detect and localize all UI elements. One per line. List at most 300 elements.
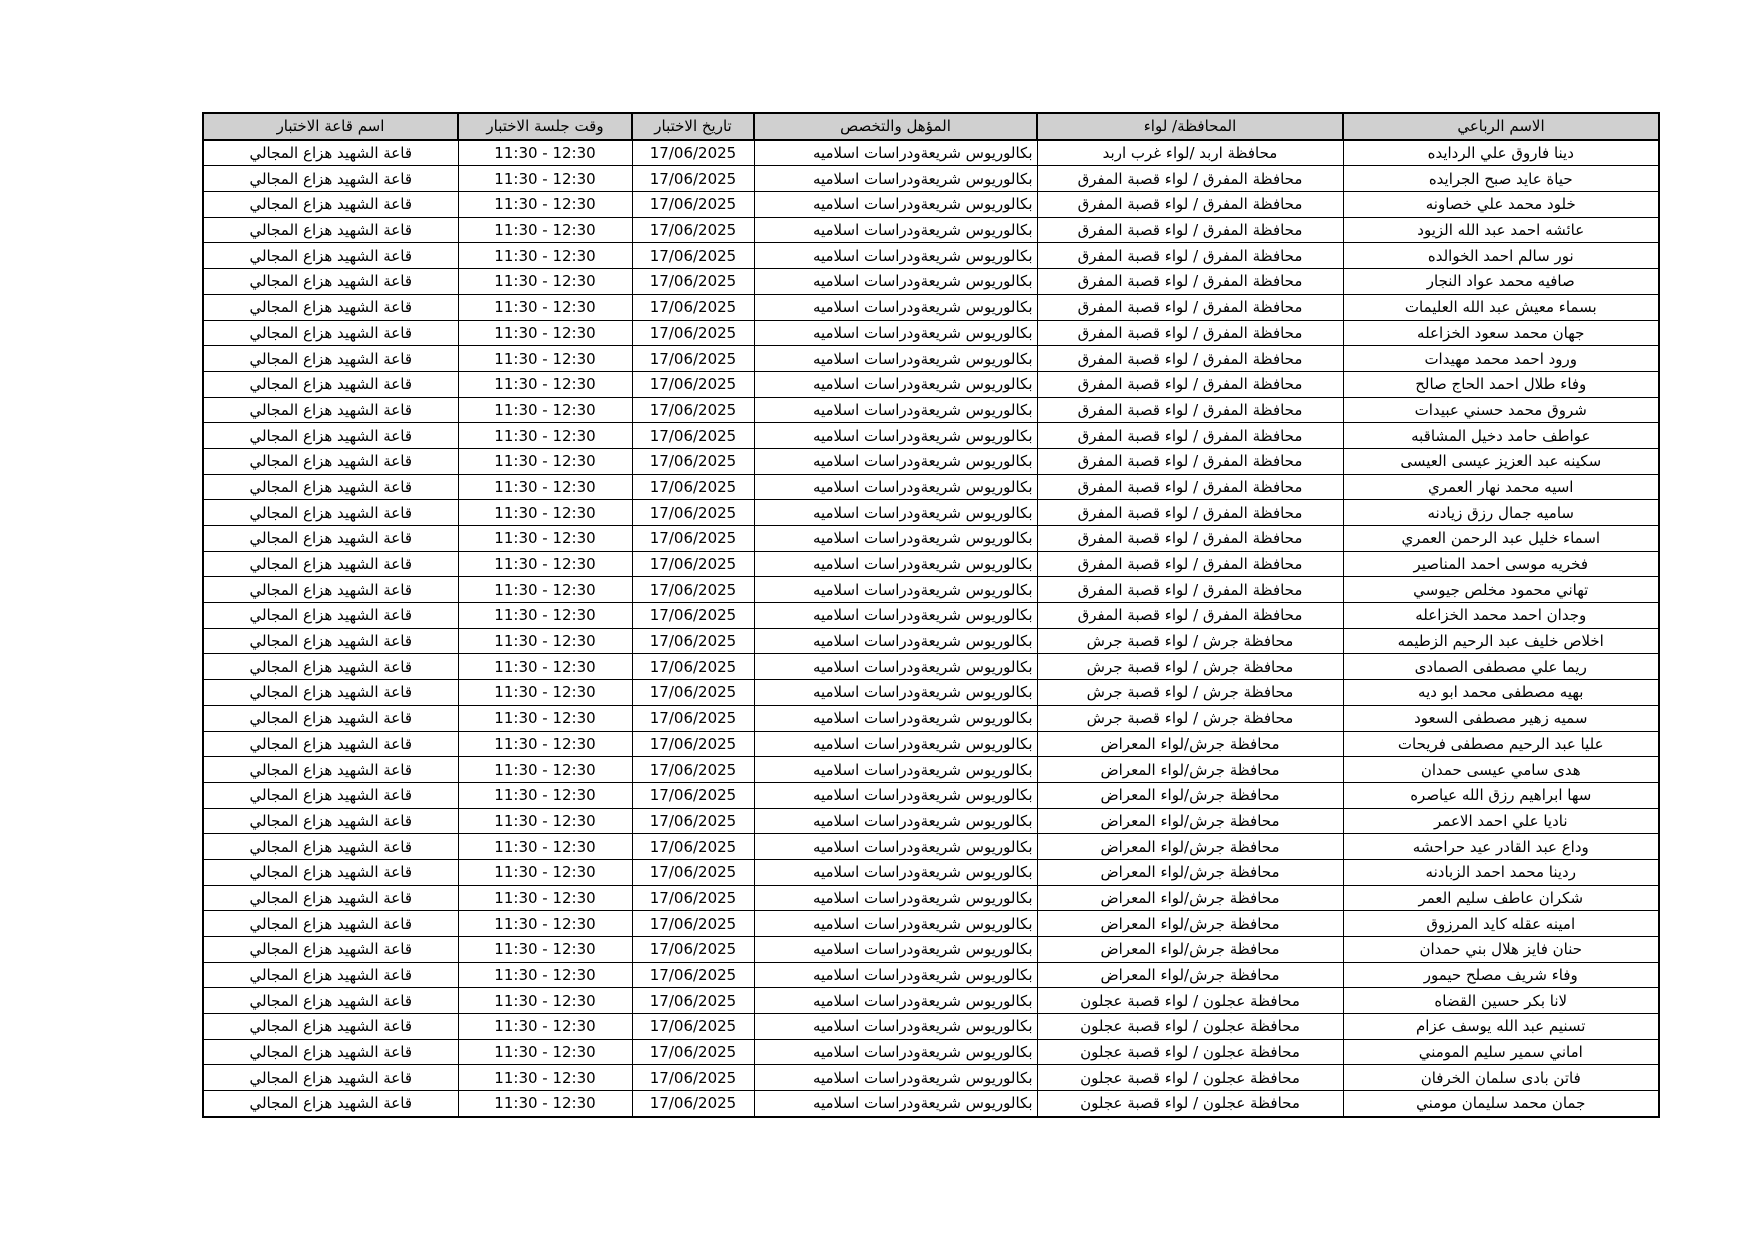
cell-governorate: محافظة المفرق / لواء قصبة المفرق (1037, 166, 1343, 192)
time-value: 11:30 - 12:30 (494, 863, 596, 882)
time-value: 11:30 - 12:30 (494, 606, 596, 625)
cell-qualification: بكالوريوس شريعةودراسات اسلاميه (754, 397, 1037, 423)
cell-name: اسيه محمد نهار العمري (1343, 474, 1659, 500)
cell-hall: قاعة الشهيد هزاع المجالي (203, 423, 458, 449)
cell-date: 17/06/2025 (632, 269, 754, 295)
time-value: 11:30 - 12:30 (494, 555, 596, 574)
cell-hall: قاعة الشهيد هزاع المجالي (203, 192, 458, 218)
time-value: 11:30 - 12:30 (494, 323, 596, 342)
cell-date: 17/06/2025 (632, 654, 754, 680)
table-row (203, 269, 1659, 295)
cell-name: خلود محمد علي خصاونه (1343, 192, 1659, 218)
time-value: 11:30 - 12:30 (494, 734, 596, 753)
table-row (203, 217, 1659, 243)
cell-name: جهان محمد سعود الخزاعله (1343, 320, 1659, 346)
table-row (203, 1039, 1659, 1065)
cell-name: شروق محمد حسني عبيدات (1343, 397, 1659, 423)
cell-date: 17/06/2025 (632, 808, 754, 834)
cell-governorate: محافظة المفرق / لواء قصبة المفرق (1037, 269, 1343, 295)
cell-time (458, 294, 632, 320)
table-row (203, 628, 1659, 654)
cell-date: 17/06/2025 (632, 217, 754, 243)
time-value: 11:30 - 12:30 (494, 580, 596, 599)
cell-qualification: بكالوريوس شريعةودراسات اسلاميه (754, 911, 1037, 937)
table-row (203, 474, 1659, 500)
cell-hall: قاعة الشهيد هزاع المجالي (203, 654, 458, 680)
cell-hall: قاعة الشهيد هزاع المجالي (203, 551, 458, 577)
cell-governorate: محافظة جرش/لواء المعراض (1037, 911, 1343, 937)
cell-time (458, 269, 632, 295)
cell-time (458, 140, 632, 166)
cell-hall: قاعة الشهيد هزاع المجالي (203, 243, 458, 269)
cell-date: 17/06/2025 (632, 346, 754, 372)
time-value: 11:30 - 12:30 (494, 683, 596, 702)
time-value: 11:30 - 12:30 (494, 298, 596, 317)
time-value: 11:30 - 12:30 (494, 195, 596, 214)
cell-date: 17/06/2025 (632, 140, 754, 166)
cell-name: سكينه عبد العزيز عيسى العيسى (1343, 448, 1659, 474)
table-row (203, 526, 1659, 552)
cell-time (458, 1039, 632, 1065)
cell-governorate: محافظة المفرق / لواء قصبة المفرق (1037, 320, 1343, 346)
cell-time (458, 1014, 632, 1040)
cell-date: 17/06/2025 (632, 988, 754, 1014)
cell-qualification: بكالوريوس شريعةودراسات اسلاميه (754, 526, 1037, 552)
cell-name: جمان محمد سليمان مومني (1343, 1091, 1659, 1117)
cell-name: اخلاص خليف عبد الرحيم الزطيمه (1343, 628, 1659, 654)
cell-qualification: بكالوريوس شريعةودراسات اسلاميه (754, 885, 1037, 911)
cell-qualification: بكالوريوس شريعةودراسات اسلاميه (754, 474, 1037, 500)
cell-date: 17/06/2025 (632, 166, 754, 192)
cell-name: ريما علي مصطفى الصمادى (1343, 654, 1659, 680)
cell-governorate: محافظة جرش/لواء المعراض (1037, 885, 1343, 911)
time-value: 11:30 - 12:30 (494, 991, 596, 1010)
cell-date: 17/06/2025 (632, 500, 754, 526)
cell-name: ساميه جمال رزق زيادنه (1343, 500, 1659, 526)
cell-qualification: بكالوريوس شريعةودراسات اسلاميه (754, 654, 1037, 680)
cell-time (458, 885, 632, 911)
header-governorate: المحافظة/ لواء (1037, 113, 1343, 140)
cell-hall: قاعة الشهيد هزاع المجالي (203, 448, 458, 474)
table-row (203, 192, 1659, 218)
table-row (203, 423, 1659, 449)
cell-governorate: محافظة عجلون / لواء قصبة عجلون (1037, 1039, 1343, 1065)
cell-time (458, 834, 632, 860)
cell-qualification: بكالوريوس شريعةودراسات اسلاميه (754, 217, 1037, 243)
cell-qualification: بكالوريوس شريعةودراسات اسلاميه (754, 705, 1037, 731)
cell-hall: قاعة الشهيد هزاع المجالي (203, 474, 458, 500)
cell-name: شكران عاطف سليم العمر (1343, 885, 1659, 911)
cell-name: هدى سامي عيسى حمدان (1343, 757, 1659, 783)
time-value: 11:30 - 12:30 (494, 786, 596, 805)
time-value: 11:30 - 12:30 (494, 426, 596, 445)
cell-time (458, 859, 632, 885)
cell-name: عواطف حامد دخيل المشاقبه (1343, 423, 1659, 449)
cell-governorate: محافظة المفرق / لواء قصبة المفرق (1037, 603, 1343, 629)
cell-date: 17/06/2025 (632, 371, 754, 397)
cell-hall: قاعة الشهيد هزاع المجالي (203, 962, 458, 988)
cell-time (458, 808, 632, 834)
cell-date: 17/06/2025 (632, 397, 754, 423)
cell-qualification: بكالوريوس شريعةودراسات اسلاميه (754, 782, 1037, 808)
cell-time (458, 371, 632, 397)
cell-governorate: محافظة جرش/لواء المعراض (1037, 782, 1343, 808)
table-row (203, 166, 1659, 192)
cell-qualification: بكالوريوس شريعةودراسات اسلاميه (754, 346, 1037, 372)
cell-time (458, 603, 632, 629)
cell-governorate: محافظة المفرق / لواء قصبة المفرق (1037, 577, 1343, 603)
cell-time (458, 346, 632, 372)
cell-time (458, 243, 632, 269)
cell-date: 17/06/2025 (632, 423, 754, 449)
table-body (203, 140, 1659, 1117)
table-row (203, 911, 1659, 937)
cell-name: نور سالم احمد الخوالده (1343, 243, 1659, 269)
cell-date: 17/06/2025 (632, 1014, 754, 1040)
cell-hall: قاعة الشهيد هزاع المجالي (203, 603, 458, 629)
cell-governorate: محافظة جرش/لواء المعراض (1037, 937, 1343, 963)
cell-hall: قاعة الشهيد هزاع المجالي (203, 757, 458, 783)
cell-hall: قاعة الشهيد هزاع المجالي (203, 269, 458, 295)
time-value: 11:30 - 12:30 (494, 811, 596, 830)
cell-governorate: محافظة عجلون / لواء قصبة عجلون (1037, 1091, 1343, 1117)
time-value: 11:30 - 12:30 (494, 709, 596, 728)
time-value: 11:30 - 12:30 (494, 400, 596, 419)
cell-qualification: بكالوريوس شريعةودراسات اسلاميه (754, 243, 1037, 269)
cell-time (458, 1065, 632, 1091)
table-row (203, 500, 1659, 526)
cell-qualification: بكالوريوس شريعةودراسات اسلاميه (754, 1014, 1037, 1040)
time-value: 11:30 - 12:30 (494, 966, 596, 985)
cell-governorate: محافظة عجلون / لواء قصبة عجلون (1037, 988, 1343, 1014)
cell-date: 17/06/2025 (632, 474, 754, 500)
time-value: 11:30 - 12:30 (494, 375, 596, 394)
cell-governorate: محافظة المفرق / لواء قصبة المفرق (1037, 192, 1343, 218)
cell-hall: قاعة الشهيد هزاع المجالي (203, 808, 458, 834)
table-row (203, 577, 1659, 603)
cell-name: ورود احمد محمد مهيدات (1343, 346, 1659, 372)
table-row (203, 731, 1659, 757)
cell-name: اماني سمير سليم المومني (1343, 1039, 1659, 1065)
table-row (203, 1065, 1659, 1091)
cell-hall: قاعة الشهيد هزاع المجالي (203, 1014, 458, 1040)
cell-date: 17/06/2025 (632, 1039, 754, 1065)
cell-governorate: محافظة المفرق / لواء قصبة المفرق (1037, 371, 1343, 397)
time-value: 11:30 - 12:30 (494, 477, 596, 496)
cell-time (458, 474, 632, 500)
time-value: 11:30 - 12:30 (494, 349, 596, 368)
table-row (203, 834, 1659, 860)
cell-hall: قاعة الشهيد هزاع المجالي (203, 834, 458, 860)
cell-date: 17/06/2025 (632, 705, 754, 731)
cell-qualification: بكالوريوس شريعةودراسات اسلاميه (754, 834, 1037, 860)
cell-hall: قاعة الشهيد هزاع المجالي (203, 166, 458, 192)
cell-hall: قاعة الشهيد هزاع المجالي (203, 705, 458, 731)
cell-governorate: محافظة المفرق / لواء قصبة المفرق (1037, 397, 1343, 423)
cell-qualification: بكالوريوس شريعةودراسات اسلاميه (754, 140, 1037, 166)
cell-time (458, 423, 632, 449)
cell-qualification: بكالوريوس شريعةودراسات اسلاميه (754, 757, 1037, 783)
cell-time (458, 448, 632, 474)
table-row (203, 448, 1659, 474)
header-hall: اسم قاعة الاختبار (203, 113, 458, 140)
cell-hall: قاعة الشهيد هزاع المجالي (203, 526, 458, 552)
table-row (203, 885, 1659, 911)
cell-governorate: محافظة المفرق / لواء قصبة المفرق (1037, 526, 1343, 552)
cell-hall: قاعة الشهيد هزاع المجالي (203, 859, 458, 885)
cell-governorate: محافظة جرش/لواء المعراض (1037, 859, 1343, 885)
cell-time (458, 937, 632, 963)
cell-date: 17/06/2025 (632, 962, 754, 988)
cell-time (458, 551, 632, 577)
cell-hall: قاعة الشهيد هزاع المجالي (203, 937, 458, 963)
cell-qualification: بكالوريوس شريعةودراسات اسلاميه (754, 371, 1037, 397)
cell-date: 17/06/2025 (632, 1065, 754, 1091)
cell-time (458, 988, 632, 1014)
cell-governorate: محافظة المفرق / لواء قصبة المفرق (1037, 448, 1343, 474)
cell-hall: قاعة الشهيد هزاع المجالي (203, 782, 458, 808)
cell-governorate: محافظة اربد /لواء غرب اربد (1037, 140, 1343, 166)
cell-date: 17/06/2025 (632, 782, 754, 808)
cell-name: تهاني محمود مخلص جيوسي (1343, 577, 1659, 603)
cell-qualification: بكالوريوس شريعةودراسات اسلاميه (754, 680, 1037, 706)
cell-name: صافيه محمد عواد النجار (1343, 269, 1659, 295)
cell-date: 17/06/2025 (632, 526, 754, 552)
cell-hall: قاعة الشهيد هزاع المجالي (203, 500, 458, 526)
cell-qualification: بكالوريوس شريعةودراسات اسلاميه (754, 1039, 1037, 1065)
cell-qualification: بكالوريوس شريعةودراسات اسلاميه (754, 988, 1037, 1014)
table-row (203, 551, 1659, 577)
cell-name: سميه زهير مصطفى السعود (1343, 705, 1659, 731)
cell-time (458, 577, 632, 603)
cell-governorate: محافظة جرش/لواء المعراض (1037, 962, 1343, 988)
cell-governorate: محافظة جرش/لواء المعراض (1037, 731, 1343, 757)
time-value: 11:30 - 12:30 (494, 1094, 596, 1113)
cell-date: 17/06/2025 (632, 885, 754, 911)
cell-governorate: محافظة المفرق / لواء قصبة المفرق (1037, 294, 1343, 320)
table-row (203, 1091, 1659, 1117)
cell-time (458, 680, 632, 706)
cell-hall: قاعة الشهيد هزاع المجالي (203, 140, 458, 166)
time-value: 11:30 - 12:30 (494, 1068, 596, 1087)
cell-qualification: بكالوريوس شريعةودراسات اسلاميه (754, 166, 1037, 192)
cell-name: وفاء شريف مصلح حيمور (1343, 962, 1659, 988)
cell-name: سها ابراهيم رزق الله عياصره (1343, 782, 1659, 808)
cell-date: 17/06/2025 (632, 603, 754, 629)
time-value: 11:30 - 12:30 (494, 272, 596, 291)
cell-governorate: محافظة جرش/لواء المعراض (1037, 757, 1343, 783)
table-row (203, 782, 1659, 808)
cell-qualification: بكالوريوس شريعةودراسات اسلاميه (754, 551, 1037, 577)
cell-qualification: بكالوريوس شريعةودراسات اسلاميه (754, 962, 1037, 988)
cell-name: دينا فاروق علي الردايده (1343, 140, 1659, 166)
cell-governorate: محافظة المفرق / لواء قصبة المفرق (1037, 551, 1343, 577)
cell-time (458, 705, 632, 731)
cell-governorate: محافظة جرش / لواء قصبة جرش (1037, 680, 1343, 706)
cell-hall: قاعة الشهيد هزاع المجالي (203, 217, 458, 243)
table-row (203, 603, 1659, 629)
cell-governorate: محافظة المفرق / لواء قصبة المفرق (1037, 243, 1343, 269)
cell-governorate: محافظة جرش/لواء المعراض (1037, 834, 1343, 860)
time-value: 11:30 - 12:30 (494, 1017, 596, 1036)
header-qualification: المؤهل والتخصص (754, 113, 1037, 140)
cell-date: 17/06/2025 (632, 859, 754, 885)
time-value: 11:30 - 12:30 (494, 144, 596, 163)
cell-name: عليا عبد الرحيم مصطفى فريحات (1343, 731, 1659, 757)
table-row (203, 705, 1659, 731)
cell-qualification: بكالوريوس شريعةودراسات اسلاميه (754, 1065, 1037, 1091)
time-value: 11:30 - 12:30 (494, 246, 596, 265)
table-row (203, 654, 1659, 680)
cell-name: وفاء طلال احمد الحاج صالح (1343, 371, 1659, 397)
cell-qualification: بكالوريوس شريعةودراسات اسلاميه (754, 808, 1037, 834)
time-value: 11:30 - 12:30 (494, 452, 596, 471)
cell-hall: قاعة الشهيد هزاع المجالي (203, 397, 458, 423)
cell-time (458, 1091, 632, 1117)
cell-time (458, 320, 632, 346)
table-row (203, 346, 1659, 372)
cell-hall: قاعة الشهيد هزاع المجالي (203, 1065, 458, 1091)
table-row (203, 397, 1659, 423)
cell-qualification: بكالوريوس شريعةودراسات اسلاميه (754, 294, 1037, 320)
time-value: 11:30 - 12:30 (494, 888, 596, 907)
cell-name: وداع عبد القادر عيد حراحشه (1343, 834, 1659, 860)
cell-name: وجدان احمد محمد الخزاعله (1343, 603, 1659, 629)
table-row (203, 859, 1659, 885)
cell-name: ردينا محمد احمد الزبادنه (1343, 859, 1659, 885)
cell-name: بهيه مصطفى محمد ابو ديه (1343, 680, 1659, 706)
cell-name: حنان فايز هلال بني حمدان (1343, 937, 1659, 963)
time-value: 11:30 - 12:30 (494, 221, 596, 240)
cell-qualification: بكالوريوس شريعةودراسات اسلاميه (754, 269, 1037, 295)
cell-name: فخريه موسى احمد المناصير (1343, 551, 1659, 577)
cell-hall: قاعة الشهيد هزاع المجالي (203, 346, 458, 372)
header-name: الاسم الرباعي (1343, 113, 1659, 140)
time-value: 11:30 - 12:30 (494, 169, 596, 188)
table-row (203, 371, 1659, 397)
cell-name: ناديا علي احمد الاعمر (1343, 808, 1659, 834)
cell-governorate: محافظة المفرق / لواء قصبة المفرق (1037, 423, 1343, 449)
cell-qualification: بكالوريوس شريعةودراسات اسلاميه (754, 603, 1037, 629)
cell-hall: قاعة الشهيد هزاع المجالي (203, 1039, 458, 1065)
cell-hall: قاعة الشهيد هزاع المجالي (203, 988, 458, 1014)
cell-hall: قاعة الشهيد هزاع المجالي (203, 320, 458, 346)
cell-date: 17/06/2025 (632, 320, 754, 346)
cell-date: 17/06/2025 (632, 937, 754, 963)
time-value: 11:30 - 12:30 (494, 837, 596, 856)
cell-name: لانا بكر حسين القضاه (1343, 988, 1659, 1014)
cell-governorate: محافظة عجلون / لواء قصبة عجلون (1037, 1065, 1343, 1091)
table-row (203, 808, 1659, 834)
cell-governorate: محافظة عجلون / لواء قصبة عجلون (1037, 1014, 1343, 1040)
cell-time (458, 962, 632, 988)
cell-hall: قاعة الشهيد هزاع المجالي (203, 628, 458, 654)
cell-time (458, 526, 632, 552)
cell-qualification: بكالوريوس شريعةودراسات اسلاميه (754, 731, 1037, 757)
cell-qualification: بكالوريوس شريعةودراسات اسلاميه (754, 577, 1037, 603)
cell-qualification: بكالوريوس شريعةودراسات اسلاميه (754, 423, 1037, 449)
cell-governorate: محافظة جرش / لواء قصبة جرش (1037, 705, 1343, 731)
cell-date: 17/06/2025 (632, 448, 754, 474)
header-time: وقت جلسة الاختبار (458, 113, 632, 140)
cell-time (458, 782, 632, 808)
cell-time (458, 166, 632, 192)
cell-time (458, 654, 632, 680)
cell-time (458, 628, 632, 654)
cell-date: 17/06/2025 (632, 192, 754, 218)
cell-qualification: بكالوريوس شريعةودراسات اسلاميه (754, 628, 1037, 654)
time-value: 11:30 - 12:30 (494, 914, 596, 933)
cell-governorate: محافظة المفرق / لواء قصبة المفرق (1037, 346, 1343, 372)
cell-governorate: محافظة جرش / لواء قصبة جرش (1037, 654, 1343, 680)
cell-date: 17/06/2025 (632, 680, 754, 706)
cell-date: 17/06/2025 (632, 577, 754, 603)
cell-governorate: محافظة جرش / لواء قصبة جرش (1037, 628, 1343, 654)
cell-date: 17/06/2025 (632, 243, 754, 269)
cell-date: 17/06/2025 (632, 731, 754, 757)
cell-qualification: بكالوريوس شريعةودراسات اسلاميه (754, 192, 1037, 218)
time-value: 11:30 - 12:30 (494, 632, 596, 651)
cell-hall: قاعة الشهيد هزاع المجالي (203, 911, 458, 937)
cell-hall: قاعة الشهيد هزاع المجالي (203, 885, 458, 911)
table-row (203, 988, 1659, 1014)
cell-governorate: محافظة المفرق / لواء قصبة المفرق (1037, 474, 1343, 500)
exam-schedule-sheet (202, 112, 1658, 1118)
cell-hall: قاعة الشهيد هزاع المجالي (203, 371, 458, 397)
cell-qualification: بكالوريوس شريعةودراسات اسلاميه (754, 320, 1037, 346)
cell-time (458, 500, 632, 526)
time-value: 11:30 - 12:30 (494, 503, 596, 522)
cell-qualification: بكالوريوس شريعةودراسات اسلاميه (754, 859, 1037, 885)
cell-name: اسماء خليل عبد الرحمن العمري (1343, 526, 1659, 552)
cell-date: 17/06/2025 (632, 911, 754, 937)
cell-time (458, 397, 632, 423)
cell-governorate: محافظة المفرق / لواء قصبة المفرق (1037, 500, 1343, 526)
cell-qualification: بكالوريوس شريعةودراسات اسلاميه (754, 500, 1037, 526)
cell-time (458, 911, 632, 937)
exam-schedule-table (202, 112, 1660, 1118)
table-row (203, 937, 1659, 963)
cell-time (458, 757, 632, 783)
time-value: 11:30 - 12:30 (494, 657, 596, 676)
table-row (203, 294, 1659, 320)
cell-name: عائشه احمد عبد الله الزيود (1343, 217, 1659, 243)
table-row (203, 320, 1659, 346)
cell-qualification: بكالوريوس شريعةودراسات اسلاميه (754, 937, 1037, 963)
cell-name: امينه عقله كايد المرزوق (1343, 911, 1659, 937)
cell-qualification: بكالوريوس شريعةودراسات اسلاميه (754, 448, 1037, 474)
cell-hall: قاعة الشهيد هزاع المجالي (203, 577, 458, 603)
cell-time (458, 217, 632, 243)
table-row (203, 1014, 1659, 1040)
table-row (203, 757, 1659, 783)
cell-governorate: محافظة جرش/لواء المعراض (1037, 808, 1343, 834)
cell-time (458, 192, 632, 218)
header-date: تاريخ الاختبار (632, 113, 754, 140)
cell-time (458, 731, 632, 757)
table-row (203, 243, 1659, 269)
table-header-row (203, 113, 1659, 140)
cell-name: تسنيم عبد الله يوسف عزام (1343, 1014, 1659, 1040)
cell-hall: قاعة الشهيد هزاع المجالي (203, 731, 458, 757)
cell-date: 17/06/2025 (632, 834, 754, 860)
time-value: 11:30 - 12:30 (494, 940, 596, 959)
cell-hall: قاعة الشهيد هزاع المجالي (203, 294, 458, 320)
cell-name: بسماء معيش عبد الله العليمات (1343, 294, 1659, 320)
time-value: 11:30 - 12:30 (494, 1043, 596, 1062)
time-value: 11:30 - 12:30 (494, 760, 596, 779)
cell-hall: قاعة الشهيد هزاع المجالي (203, 680, 458, 706)
